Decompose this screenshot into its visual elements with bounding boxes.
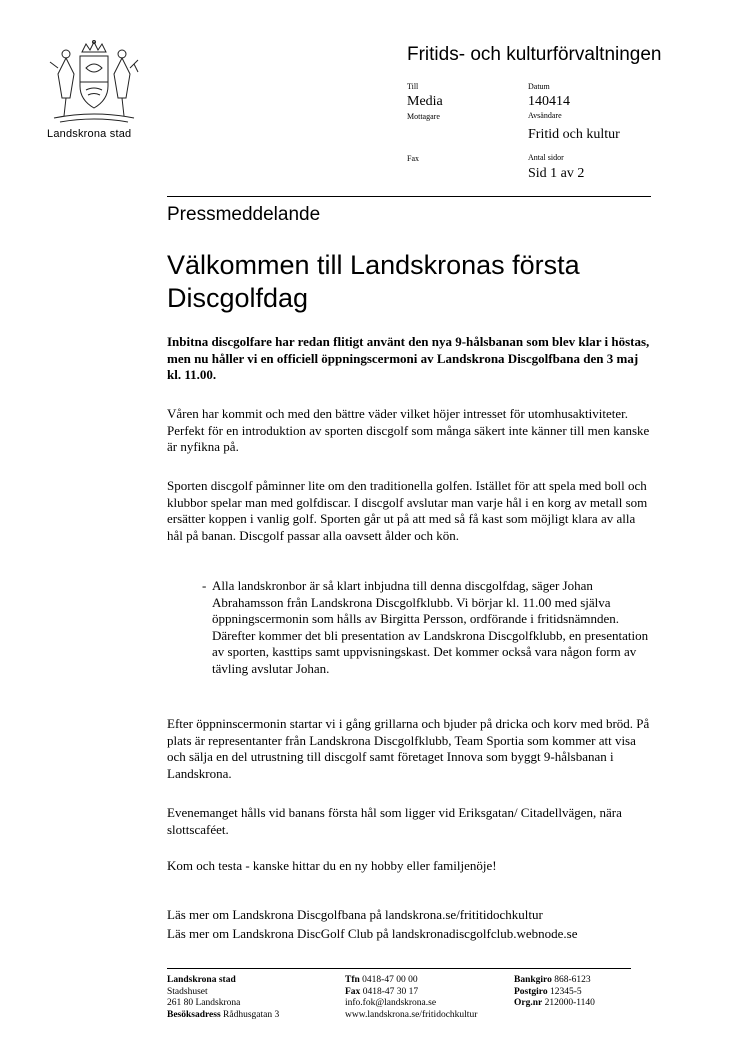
footer-contact [345, 975, 477, 1021]
footer-web-link[interactable]: www.landskrona.se/fritidochkultur [345, 1009, 478, 1020]
avsandare-label: Avsändare [528, 111, 562, 120]
body-paragraph-2: Sporten discgolf påminner lite om den traditionella golfen. Istället för att spela med boll och klubbor spelar man med golfdiscar. I discgolf avslutar man varje hål i en korg av metall som ersätter koppen i vanlig golf. Sporten går ut på att med så få kast som möjligt klara av alla hål på banan. Discgolf passar alla oavsett ålder och kön. [167, 478, 648, 543]
avsandare-value: Fritid och kultur [528, 127, 620, 142]
till-label: Till [407, 82, 419, 91]
footer-bankgiro-label: Bankgiro [514, 975, 552, 985]
page-title: Välkommen till Landskronas första Discgolfdag [167, 250, 580, 313]
footer-visit-value: Rådhusgatan 3 [223, 1009, 280, 1020]
body-paragraph-4: Evenemanget hålls vid banans första hål som ligger vid Eriksgatan/ Citadellvägen, nära slottscaféet. [167, 805, 622, 837]
read-more-link-1[interactable]: Läs mer om Landskrona Discgolfbana på landskrona.se/frititidochkultur [167, 907, 543, 922]
body-paragraph-5: Kom och testa - kanske hittar du en ny hobby eller familjenöje! [167, 858, 497, 873]
footer-visit-label: Besöksadress [167, 1009, 221, 1020]
footer-bank [514, 975, 595, 1010]
footer-org [167, 975, 279, 1021]
footer-bankgiro-value: 868-6123 [554, 975, 591, 985]
header-divider [167, 196, 651, 197]
footer-tfn-value: 0418-47 00 00 [362, 975, 418, 985]
footer-fax-value: 0418-47 30 17 [362, 986, 419, 997]
footer-building: Stadshuset [167, 986, 208, 997]
read-more-link-2[interactable]: Läs mer om Landskrona DiscGolf Club på landskronadiscgolfclub.webnode.se [167, 926, 578, 941]
fax-label: Fax [407, 154, 419, 163]
footer-postal: 261 80 Landskrona [167, 998, 241, 1008]
logo-name: Landskrona stad [47, 128, 132, 140]
footer-email-link[interactable]: info.fok@landskrona.se [345, 998, 437, 1008]
quote-dash: - [202, 578, 207, 593]
body-paragraph-1: Våren har kommit och med den bättre väder vilket höjer intresset för utomhusaktiviteter. Perfekt för en introduktion av sporten discgolf som många säkert inte känner till men kanske är nyfikna på. [167, 406, 650, 454]
sidor-label: Antal sidor [528, 153, 564, 162]
lead-paragraph: Inbitna discgolfare har redan flitigt använt den nya 9-hålsbanan som blev klar i höstas, men nu håller vi en officiell öppningscermoni av Landskrona Discgolfbana den 3 maj kl. 11.00. [167, 334, 650, 382]
logo [40, 38, 150, 128]
datum-value: 140414 [528, 94, 570, 109]
department-title: Fritids- och kulturförvaltningen [407, 44, 662, 65]
press-label: Pressmeddelande [167, 204, 321, 225]
till-value: Media [407, 94, 443, 109]
footer-tfn-label: Tfn [345, 975, 360, 985]
body-paragraph-3: Efter öppninscermonin startar vi i gång grillarna och bjuder på dricka och korv med bröd. På plats är representanter från Landskrona Discgolfklubb, Team Sportia som kommer att visa och sälja en del utrustning till discgolf samt företaget Innova som byggt 9-hålsbanan i Landskrona. [167, 716, 650, 781]
footer-orgnr-label: Org.nr [514, 998, 543, 1008]
footer-org-name: Landskrona stad [167, 975, 236, 985]
sidor-value: Sid 1 av 2 [528, 166, 585, 181]
quote-paragraph: Alla landskronbor är så klart inbjudna till denna discgolfdag, säger Johan Abrahamsson från Landskrona Discgolfklubb. Vi börjar kl. 11.00 med själva öppningscermonin som hålls av Birgitta Persson, ordförande i fritidsnämnden. Därefter kommer det bli presentation av Landskrona Discgolfklubb, en presentation av sporten, kasttips samt uppvisningskast. Det kommer också vara någon form av tävling avslutar Johan. [212, 578, 649, 676]
footer-orgnr-value: 212000-1140 [544, 998, 595, 1008]
footer-postgiro-value: 12345-5 [549, 986, 582, 997]
footer-postgiro-label: Postgiro [514, 986, 548, 997]
footer-fax-label: Fax [345, 986, 361, 997]
footer-divider [167, 968, 631, 969]
coat-of-arms-icon [44, 38, 144, 128]
mottagare-label: Mottagare [407, 112, 440, 121]
datum-label: Datum [528, 82, 550, 91]
